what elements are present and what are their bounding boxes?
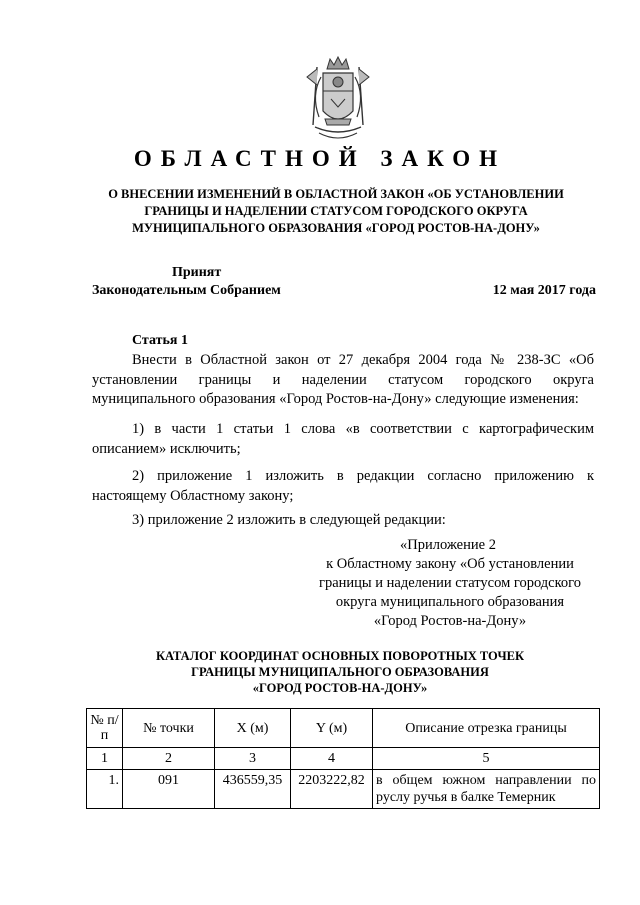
row-x: 436559,35 [215, 770, 291, 809]
catalog-title-line: ГРАНИЦЫ МУНИЦИПАЛЬНОГО ОБРАЗОВАНИЯ [191, 665, 489, 679]
catalog-title-line: «ГОРОД РОСТОВ-НА-ДОНУ» [252, 681, 428, 695]
law-subtitle-line: МУНИЦИПАЛЬНОГО ОБРАЗОВАНИЯ «ГОРОД РОСТОВ-НА-ДОНУ» [132, 221, 540, 235]
header-cell-index: № п/п [87, 709, 123, 748]
appendix-line: к Областному закону «Об установлении [326, 556, 574, 572]
appendix-line: округа муниципального образования [335, 594, 565, 610]
table-column-number-row [87, 748, 600, 770]
table-header-row [87, 709, 600, 748]
column-number: 1 [87, 748, 123, 770]
adopted-label: Принят [172, 265, 222, 280]
header-cell-point: № точки [123, 709, 215, 748]
column-number: 3 [215, 748, 291, 770]
article-paragraph: Внести в Областной закон от 27 декабря 2004 года № 238-ЗС «Об установлении границы и наделении статусом городского округа муниципального образования «Город Ростов-на-Дону» следующие изменения: [92, 352, 594, 407]
article-paragraph: 3) приложение 2 изложить в следующей редакции: [132, 512, 446, 528]
coat-of-arms-icon [303, 55, 373, 147]
header-cell-description: Описание отрезка границы [373, 709, 600, 748]
row-index: 1. [87, 770, 123, 809]
row-description: в общем южном направлении по руслу ручья в балке Темерник [373, 770, 600, 809]
column-number: 2 [123, 748, 215, 770]
appendix-line: «Город Ростов-на-Дону» [373, 613, 527, 629]
law-subtitle-line: ГРАНИЦЫ И НАДЕЛЕНИИ СТАТУСОМ ГОРОДСКОГО ОКРУГА [144, 204, 528, 218]
law-subtitle-line: О ВНЕСЕНИИ ИЗМЕНЕНИЙ В ОБЛАСТНОЙ ЗАКОН «ОБ УСТАНОВЛЕНИИ [108, 187, 564, 201]
article-paragraph: 2) приложение 1 изложить в редакции согласно приложению к настоящему Областному закону; [92, 468, 594, 504]
table-row [87, 770, 600, 809]
appendix-line: «Приложение 2 [400, 537, 496, 553]
article-heading: Статья 1 [132, 333, 188, 348]
row-y: 2203222,82 [291, 770, 373, 809]
catalog-title-line: КАТАЛОГ КООРДИНАТ ОСНОВНЫХ ПОВОРОТНЫХ ТОЧЕК [155, 649, 525, 663]
coordinates-table [86, 708, 600, 809]
article-paragraph: 1) в части 1 статьи 1 слова «в соответствии с картографическим описанием» исключить; [92, 421, 594, 457]
column-number: 5 [373, 748, 600, 770]
header-cell-x: X (м) [215, 709, 291, 748]
header-cell-y: Y (м) [291, 709, 373, 748]
row-point: 091 [123, 770, 215, 809]
appendix-line: границы и наделении статусом городского [319, 575, 581, 591]
law-subtitle [90, 186, 582, 237]
appendix-caption [300, 536, 600, 631]
adopted-by-body: Законодательным Собранием [92, 283, 281, 298]
adoption-date: 12 мая 2017 года [492, 283, 596, 298]
law-title: ОБЛАСТНОЙ ЗАКОН [133, 146, 507, 171]
column-number: 4 [291, 748, 373, 770]
catalog-title [90, 648, 590, 696]
